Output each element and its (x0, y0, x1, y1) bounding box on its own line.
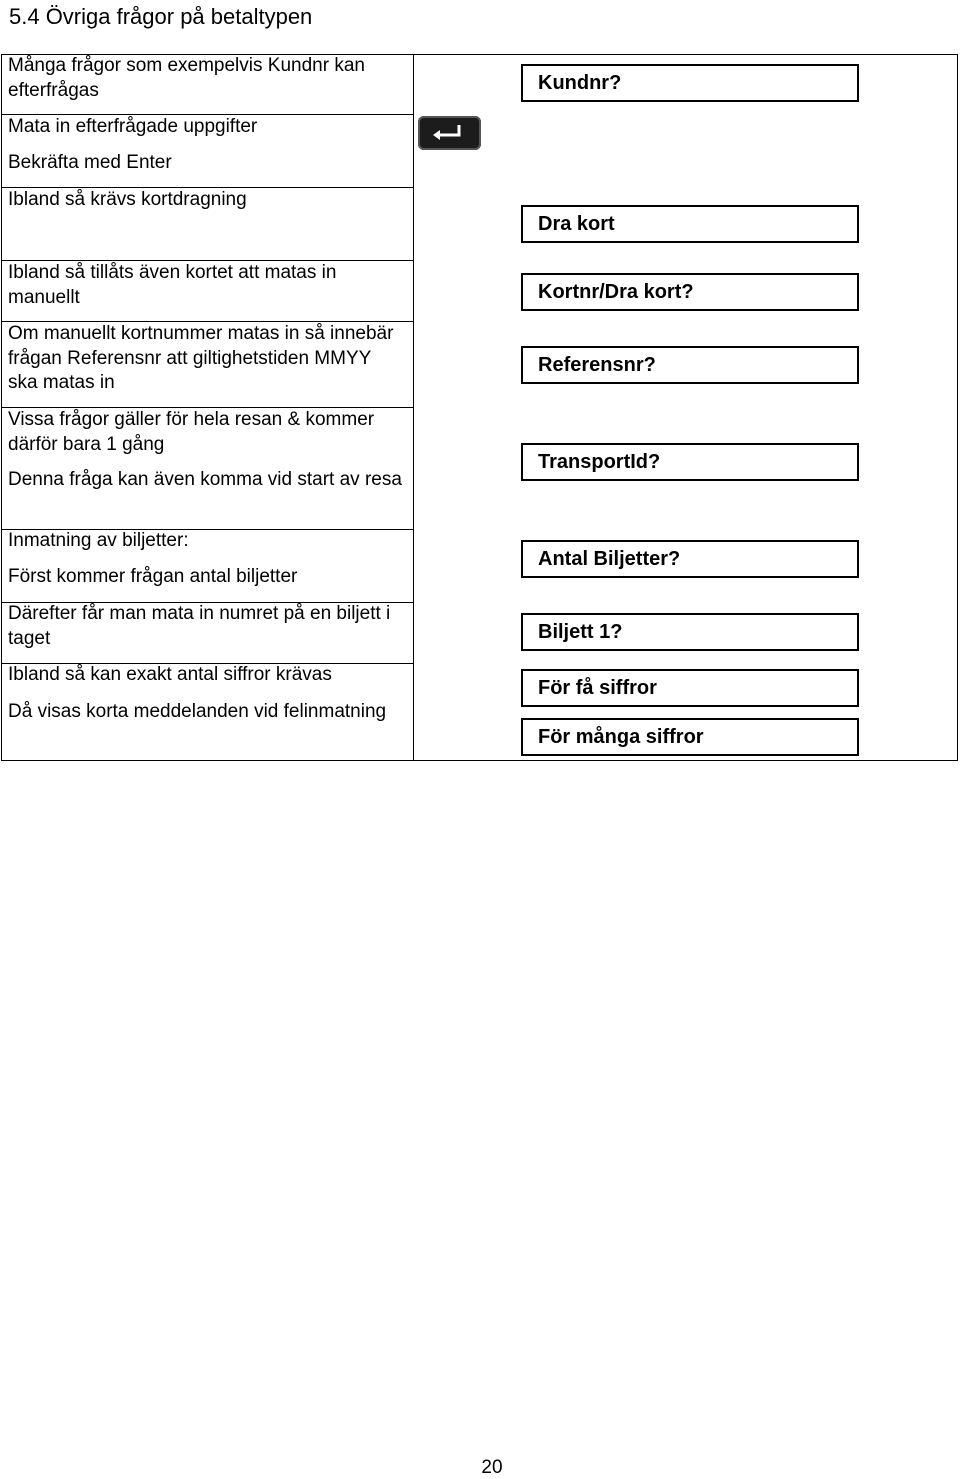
instruction-text: Då visas korta meddelanden vid felinmatning (8, 701, 387, 722)
instruction-text: Många frågor som exempelvis Kundnr kan efterfrågas (8, 55, 365, 101)
page-number: 20 (481, 1457, 503, 1478)
terminal-display-error: För få siffror (521, 669, 859, 707)
instruction-text: Vissa frågor gäller för hela resan & kommer därför bara 1 gång (8, 409, 375, 455)
terminal-display-error: För många siffror (521, 718, 859, 756)
terminal-display-prompt: Kortnr/Dra kort? (521, 273, 859, 311)
terminal-display-prompt: Biljett 1? (521, 613, 859, 651)
instruction-text: Ibland så krävs kortdragning (8, 189, 247, 210)
terminal-display-prompt: Kundnr? (521, 64, 859, 102)
instruction-text: Först kommer frågan antal biljetter (8, 566, 298, 587)
terminal-display-prompt: Antal Biljetter? (521, 540, 859, 578)
instruction-text: Denna fråga kan även komma vid start av resa (8, 469, 402, 490)
section-title: 5.4 Övriga frågor på betaltypen (9, 4, 313, 29)
instruction-text: Inmatning av biljetter: (8, 530, 189, 551)
instruction-text: Därefter får man mata in numret på en biljett i taget (8, 603, 391, 649)
enter-return-icon (418, 116, 481, 150)
terminal-display-prompt: Referensnr? (521, 346, 859, 384)
terminal-display-prompt: TransportId? (521, 443, 859, 481)
instruction-text: Bekräfta med Enter (8, 152, 172, 173)
instruction-text: Ibland så tillåts även kortet att matas in manuellt (8, 262, 337, 308)
column-divider (413, 55, 414, 760)
instruction-text: Om manuellt kortnummer matas in så innebär frågan Referensnr att giltighetstiden MMYY ska matas in (8, 323, 394, 393)
instruction-text: Mata in efterfrågade uppgifter (8, 116, 258, 137)
terminal-display-prompt: Dra kort (521, 205, 859, 243)
instruction-text: Ibland så kan exakt antal siffror krävas (8, 664, 332, 685)
